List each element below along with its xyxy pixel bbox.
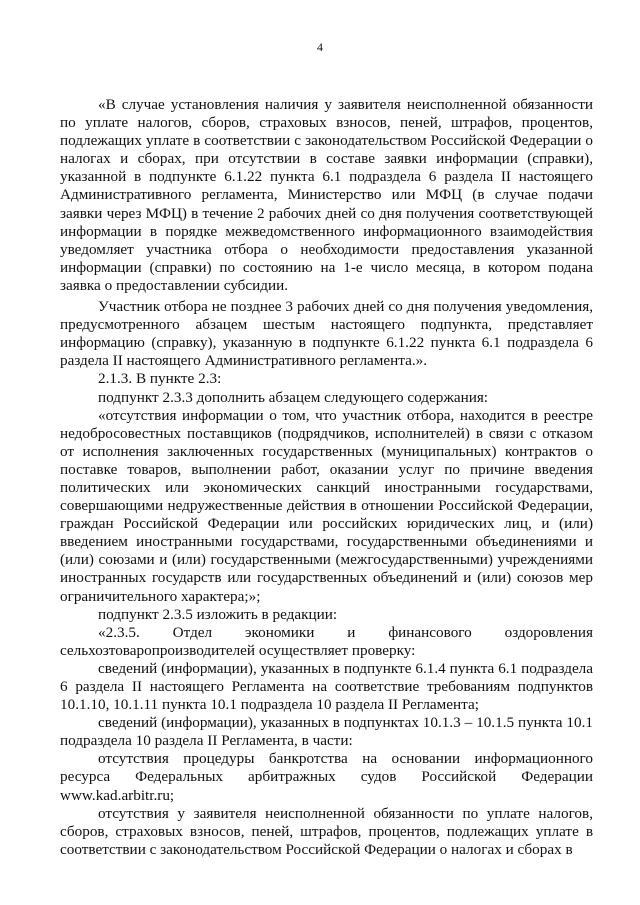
paragraph: подпункт 2.3.5 изложить в редакции: [98,605,338,623]
paragraph: подпункт 2.3.3 дополнить абзацем следующего содержания: [98,388,489,406]
paragraph: «В случае установления наличия у заявителя неисполненной обязанности по уплате налогов, сборов, страховых взносов, пеней, штрафов, процентов, подлежащих уплате в соответствии с законодательством Российской Федерации о налогах и сборах, при отсутствии в составе заявки информации (справки), указанной в подпункте 6.1.22 пункта 6.1 подраздела 6 раздела II настоящего Административного регламента, Министерство или МФЦ (в случае подачи заявки через МФЦ) в течение 2 рабочих дней со дня получения соответствующей информации в порядке межведомственного информационного взаимодействия уведомляет участника отбора о необходимости предоставления указанной информации (справки) по состоянию на 1-е число месяца, в котором подана заявка о предоставлении субсидии. [60,96,593,294]
paragraph: «2.3.5. Отдел экономики и финансового оздоровления сельхозтоваропроизводителей осуществляет проверку: [60,623,593,659]
document-body [60,96,593,859]
page-number: 4 [317,40,323,54]
paragraph: Участник отбора не позднее 3 рабочих дней со дня получения уведомления, предусмотренного абзацем шестым настоящего подпункта, представляет информацию (справку), указанную в подпункте 6.1.22 пункта 6.1 подраздела 6 раздела II настоящего Административного регламента.». [60,298,593,370]
paragraph: 2.1.3. В пункте 2.3: [98,370,222,388]
paragraph: отсутствия процедуры банкротства на основании информационного ресурса Федеральных арбитражных судов Российской Федерации www.kad.arbitr.ru; [60,750,593,804]
paragraph: сведений (информации), указанных в подпункте 6.1.4 пункта 6.1 подраздела 6 раздела II настоящего Регламента на соответствие требованиям подпунктов 10.1.10, 10.1.11 пункта 10.1 подраздела 10 раздела II Регламента; [60,659,593,714]
paragraph: отсутствия у заявителя неисполненной обязанности по уплате налогов, сборов, страховых взносов, пеней, штрафов, процентов, подлежащих уплате в соответствии с законодательством Российской Федерации о налогах и сборах в [60,804,593,858]
paragraph: «отсутствия информации о том, что участник отбора, находится в реестре недобросовестных поставщиков (подрядчиков, исполнителей) в связи с отказом от исполнения заключенных государственных (муниципальных) контрактов о поставке товаров, выполнении работ, оказании услуг по причине введения политических или экономических санкций иностранными государствами, совершающими недружественные действия в отношении Российской Федерации, граждан Российской Федерации или российских юридических лиц, и (или) введением иностранными государствами, государственными объединениями и (или) союзами и (или) государственными (межгосударственными) учреждениями иностранных государств или государственных объединений и (или) союзов мер ограничительного характера;»; [60,406,593,605]
paragraph: сведений (информации), указанных в подпунктах 10.1.3 – 10.1.5 пункта 10.1 подраздела 10 раздела II Регламента, в части: [60,714,593,750]
